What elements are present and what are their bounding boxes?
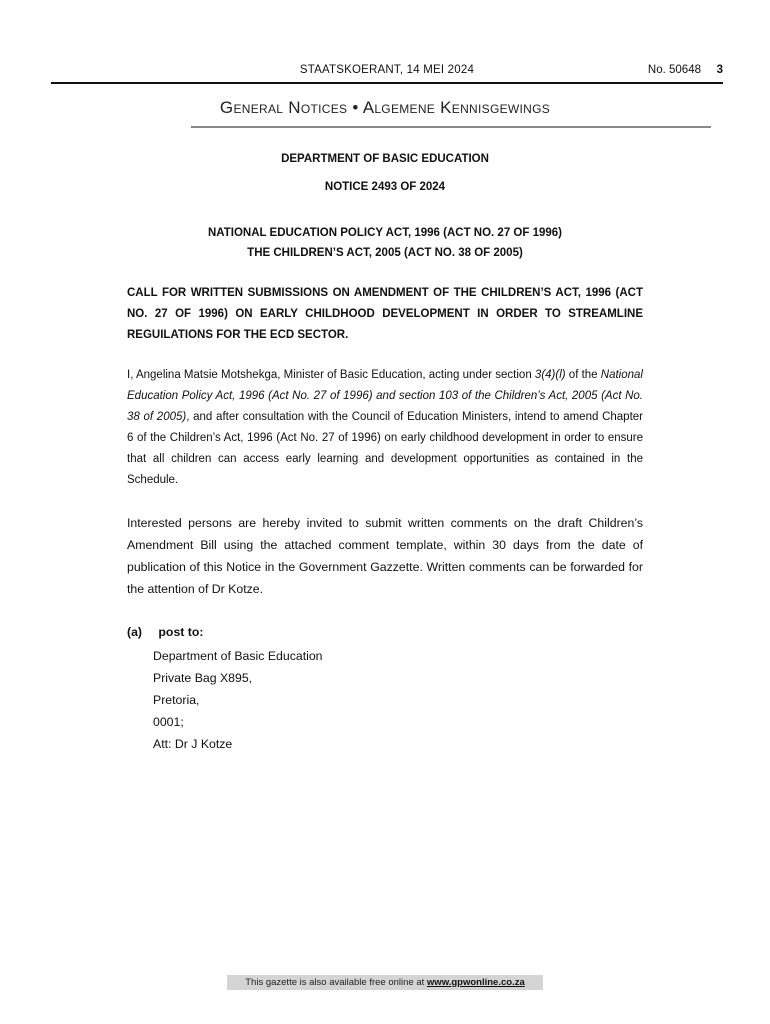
post-item-label: (a) <box>127 625 143 639</box>
address-line: Pretoria, <box>153 693 200 707</box>
gazette-title: STAATSKOERANT, 14 MEI 2024 <box>299 64 475 76</box>
department-heading: DEPARTMENT OF BASIC EDUCATION <box>281 153 489 165</box>
paragraph-2: Interested persons are hereby invited to submit written comments on the draft Children’s Amendment Bill using the attached comment template, within 30 days from the date of publication of this Notice in the Government Gazzette. Written comments can be forwarded for the attention of Dr Kotze. <box>127 516 643 596</box>
paragraph-1 <box>127 365 643 491</box>
postal-address <box>153 645 323 755</box>
paragraph-1-text: I, Angelina Matsie Motshekga, Minister of Basic Education, acting under section <box>127 369 535 381</box>
section-title: General Notices • Algemene Kennisgewings <box>219 98 551 117</box>
address-line: Department of Basic Education <box>153 649 323 663</box>
paragraph-1-text: , and after consultation with the Council of Education Ministers, intend to amend Chapter 6 of the Children’s Act, 1996 (Act No. 27 of 1996) on early childhood development in order to ensure that all children can access early learning and development opportunities as contained in the Schedule. <box>127 411 643 486</box>
paragraph-1-text: of the <box>565 369 601 381</box>
page-number: 3 <box>716 64 723 76</box>
post-item-title: post to: <box>158 625 204 639</box>
post-heading <box>127 625 204 639</box>
footer-link[interactable]: www.gpwonline.co.za <box>426 977 525 988</box>
footer-text: This gazette is also available free online at <box>245 977 427 988</box>
gazette-number: No. 50648 <box>647 64 701 76</box>
paragraph-1-section-ref: 3(4)(l) <box>534 369 566 381</box>
header-rule <box>51 82 723 84</box>
section-rule <box>191 126 711 128</box>
address-line: Private Bag X895, <box>153 671 253 685</box>
address-line: 0001; <box>153 715 184 729</box>
paragraph-1-acts-ref: National Education Policy Act, 1996 (Act No. 27 of 1996) and section 103 of the Children’s Act, 2005 (Act No. 38 of 2005) <box>127 369 643 423</box>
act-title-2: THE CHILDREN’S ACT, 2005 (ACT NO. 38 OF 2005) <box>247 247 523 259</box>
notice-number: NOTICE 2493 OF 2024 <box>324 181 446 193</box>
address-line: Att: Dr J Kotze <box>153 737 233 751</box>
act-title-1: NATIONAL EDUCATION POLICY ACT, 1996 (ACT NO. 27 OF 1996) <box>207 227 562 239</box>
page-footer <box>227 975 543 990</box>
call-heading: CALL FOR WRITTEN SUBMISSIONS ON AMENDMENT OF THE CHILDREN’S ACT, 1996 (ACT NO. 27 OF 1996) ON EARLY CHILDHOOD DEVELOPMENT IN ORDER TO STREAMLINE REGUILATIONS FOR THE ECD SECTOR. <box>127 287 643 341</box>
page-header <box>51 64 723 82</box>
